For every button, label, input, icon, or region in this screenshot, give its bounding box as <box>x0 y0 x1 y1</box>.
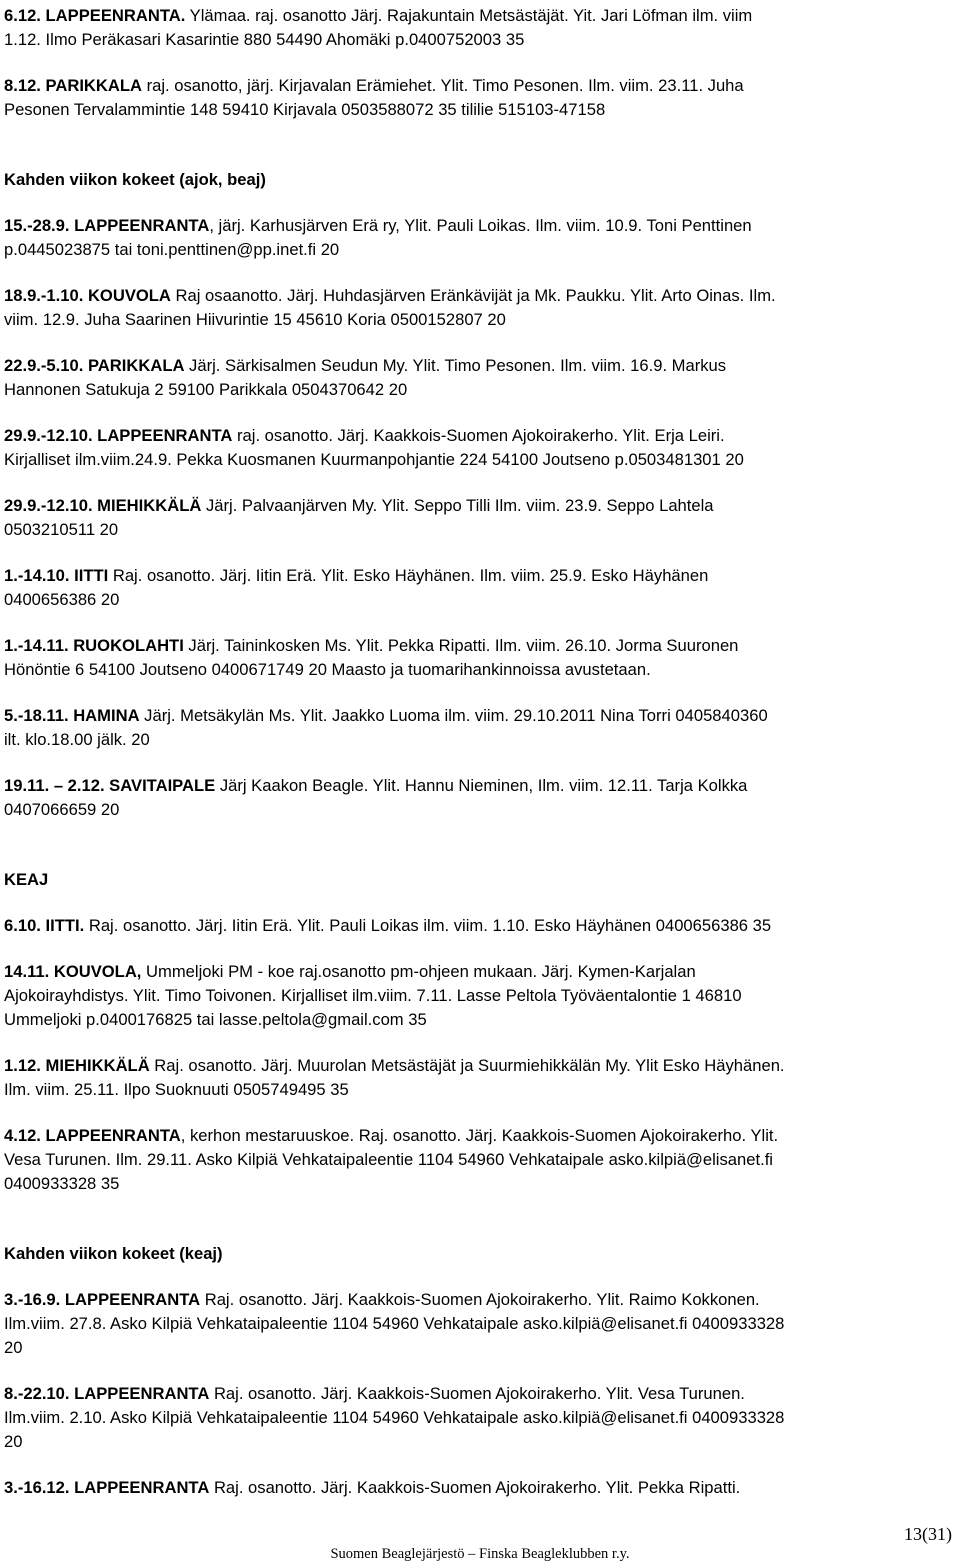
event-entry <box>4 564 954 612</box>
event-details: Ummeljoki p.0400176825 tai lasse.peltola@gmail.com 35 <box>4 1010 427 1029</box>
section-heading-keaj: KEAJ <box>4 870 49 889</box>
entry-line <box>4 1336 954 1360</box>
entry-line <box>4 354 954 378</box>
event-date-location: 15.-28.9. LAPPEENRANTA <box>4 216 210 235</box>
event-date-location: 14.11. KOUVOLA, <box>4 962 142 981</box>
event-details: Järj. Palvaanjärven My. Ylit. Seppo Tilli Ilm. viim. 23.9. Seppo Lahtela <box>201 496 714 515</box>
event-entry <box>4 1288 954 1360</box>
event-details: viim. 12.9. Juha Saarinen Hiivurintie 15 45610 Koria 0500152807 20 <box>4 310 506 329</box>
event-entry <box>4 774 954 822</box>
event-date-location: 4.12. LAPPEENRANTA <box>4 1126 181 1145</box>
entry-line <box>4 74 954 98</box>
event-details: 0407066659 20 <box>4 800 120 819</box>
event-details: Järj. Metsäkylän Ms. Ylit. Jaakko Luoma ilm. viim. 29.10.2011 Nina Torri 0405840360 <box>139 706 768 725</box>
entry-line <box>4 98 954 122</box>
entries-top <box>4 4 954 122</box>
entry-line <box>4 1078 954 1102</box>
event-entry <box>4 74 954 122</box>
entry-line <box>4 564 954 588</box>
entry-line <box>4 284 954 308</box>
event-details: Raj. osanotto. Järj. Kaakkois-Suomen Ajokoirakerho. Ylit. Pekka Ripatti. <box>209 1478 741 1497</box>
entry-line <box>4 424 954 448</box>
event-details: Vesa Turunen. Ilm. 29.11. Asko Kilpiä Vehkataipaleentie 1104 54960 Vehkataipale asko.kilpiä@elisanet.fi <box>4 1150 773 1169</box>
event-entry <box>4 914 954 938</box>
entry-line <box>4 704 954 728</box>
entry-line <box>4 518 954 542</box>
entry-line <box>4 494 954 518</box>
event-date-location: 3.-16.12. LAPPEENRANTA <box>4 1478 210 1497</box>
event-details: , kerhon mestaruuskoe. Raj. osanotto. Järj. Kaakkois-Suomen Ajokoirakerho. Ylit. <box>180 1126 779 1145</box>
entries-section3 <box>4 1288 954 1500</box>
event-date-location: 19.11. – 2.12. SAVITAIPALE <box>4 776 216 795</box>
entry-line <box>4 984 954 1008</box>
entry-line <box>4 1288 954 1312</box>
entry-line <box>4 728 954 752</box>
event-details: 0503210511 20 <box>4 520 119 539</box>
page-footer: Suomen Beaglejärjestö – Finska Beagleklubben r.y. <box>330 1546 630 1562</box>
event-entry <box>4 704 954 752</box>
event-date-location: 3.-16.9. LAPPEENRANTA <box>4 1290 201 1309</box>
event-details: Hönöntie 6 54100 Joutseno 0400671749 20 Maasto ja tuomarihankinnoissa avustetaan. <box>4 660 651 679</box>
event-details: raj. osanotto. Järj. Kaakkois-Suomen Ajokoirakerho. Ylit. Erja Leiri. <box>232 426 725 445</box>
event-date-location: 29.9.-12.10. LAPPEENRANTA <box>4 426 233 445</box>
event-entry <box>4 1476 954 1500</box>
event-date-location: 8.-22.10. LAPPEENRANTA <box>4 1384 210 1403</box>
event-date-location: 1.-14.10. IITTI <box>4 566 109 585</box>
section-heading-ajok-beaj: Kahden viikon kokeet (ajok, beaj) <box>4 170 266 189</box>
entries-section2 <box>4 914 954 1196</box>
event-details: raj. osanotto, järj. Kirjavalan Erämiehet. Ylit. Timo Pesonen. Ilm. viim. 23.11. Juha <box>142 76 744 95</box>
event-entry <box>4 634 954 682</box>
event-date-location: 18.9.-1.10. KOUVOLA <box>4 286 171 305</box>
entry-line <box>4 1124 954 1148</box>
event-details: Raj osaanotto. Järj. Huhdasjärven Eränkävijät ja Mk. Paukku. Ylit. Arto Oinas. Ilm. <box>170 286 776 305</box>
event-details: p.0445023875 tai toni.penttinen@pp.inet.fi 20 <box>4 240 340 259</box>
event-details: Kirjalliset ilm.viim.24.9. Pekka Kuosmanen Kuurmanpohjantie 224 54100 Joutseno p.0503481301 20 <box>4 450 744 469</box>
event-date-location: 8.12. PARIKKALA <box>4 76 142 95</box>
event-details: Raj. osanotto. Järj. Muurolan Metsästäjät ja Suurmiehikkälän My. Ylit Esko Häyhänen. <box>149 1056 785 1075</box>
entry-line <box>4 1148 954 1172</box>
event-details: Pesonen Tervalammintie 148 59410 Kirjavala 0503588072 35 tililie 515103-47158 <box>4 100 606 119</box>
event-details: Ilm.viim. 27.8. Asko Kilpiä Vehkataipaleentie 1104 54960 Vehkataipale asko.kilpiä@elisanet.fi 0400933328 <box>4 1314 785 1333</box>
event-entry <box>4 494 954 542</box>
event-date-location: 5.-18.11. HAMINA <box>4 706 140 725</box>
event-details: Ajokoirayhdistys. Ylit. Timo Toivonen. Kirjalliset ilm.viim. 7.11. Lasse Peltola Työväentalontie 1 46810 <box>4 986 742 1005</box>
event-details: 0400933328 35 <box>4 1174 120 1193</box>
document-page <box>4 4 954 1500</box>
event-details: ilt. klo.18.00 jälk. 20 <box>4 730 150 749</box>
event-entry <box>4 960 954 1032</box>
entry-line <box>4 914 954 938</box>
section-heading-keaj-two-week: Kahden viikon kokeet (keaj) <box>4 1244 223 1263</box>
event-details: 0400656386 20 <box>4 590 120 609</box>
entry-line <box>4 4 954 28</box>
entry-line <box>4 1054 954 1078</box>
event-date-location: 29.9.-12.10. MIEHIKKÄLÄ <box>4 496 202 515</box>
event-entry <box>4 284 954 332</box>
event-entry <box>4 424 954 472</box>
event-details: 20 <box>4 1338 23 1357</box>
entry-line <box>4 28 954 52</box>
entry-line <box>4 634 954 658</box>
event-entry <box>4 214 954 262</box>
event-date-location: 1.-14.11. RUOKOLAHTI <box>4 636 184 655</box>
entry-line <box>4 1406 954 1430</box>
event-entry <box>4 354 954 402</box>
event-details: Ylämaa. raj. osanotto Järj. Rajakuntain Metsästäjät. Yit. Jari Löfman ilm. viim <box>185 6 753 25</box>
event-details: 1.12. Ilmo Peräkasari Kasarintie 880 54490 Ahomäki p.0400752003 35 <box>4 30 525 49</box>
entry-line <box>4 960 954 984</box>
entry-line <box>4 1430 954 1454</box>
entry-line <box>4 214 954 238</box>
event-details: Raj. osanotto. Järj. Iitin Erä. Ylit. Esko Häyhänen. Ilm. viim. 25.9. Esko Häyhänen <box>108 566 709 585</box>
event-date-location: 22.9.-5.10. PARIKKALA <box>4 356 185 375</box>
event-date-location: 6.12. LAPPEENRANTA. <box>4 6 186 25</box>
entry-line <box>4 1476 954 1500</box>
event-entry <box>4 4 954 52</box>
event-date-location: 1.12. MIEHIKKÄLÄ <box>4 1056 150 1075</box>
event-entry <box>4 1054 954 1102</box>
event-entry <box>4 1382 954 1454</box>
event-details: Järj Kaakon Beagle. Ylit. Hannu Nieminen, Ilm. viim. 12.11. Tarja Kolkka <box>215 776 748 795</box>
event-details: Järj. Särkisalmen Seudun My. Ylit. Timo Pesonen. Ilm. viim. 16.9. Markus <box>184 356 727 375</box>
entries-section1 <box>4 214 954 822</box>
entry-line <box>4 1008 954 1032</box>
entry-line <box>4 1312 954 1336</box>
entry-line <box>4 658 954 682</box>
event-details: Ilm. viim. 25.11. Ilpo Suoknuuti 0505749495 35 <box>4 1080 349 1099</box>
event-details: , järj. Karhusjärven Erä ry, Ylit. Pauli Loikas. Ilm. viim. 10.9. Toni Penttinen <box>209 216 752 235</box>
entry-line <box>4 798 954 822</box>
event-date-location: 6.10. IITTI. <box>4 916 85 935</box>
entry-line <box>4 1382 954 1406</box>
entry-line <box>4 1172 954 1196</box>
event-details: Ummeljoki PM - koe raj.osanotto pm-ohjeen mukaan. Järj. Kymen-Karjalan <box>141 962 696 981</box>
event-entry <box>4 1124 954 1196</box>
event-details: Raj. osanotto. Järj. Kaakkois-Suomen Ajokoirakerho. Ylit. Raimo Kokkonen. <box>200 1290 760 1309</box>
entry-line <box>4 308 954 332</box>
entry-line <box>4 448 954 472</box>
event-details: Raj. osanotto. Järj. Iitin Erä. Ylit. Pauli Loikas ilm. viim. 1.10. Esko Häyhänen 0400656386 35 <box>84 916 772 935</box>
entry-line <box>4 378 954 402</box>
entry-line <box>4 588 954 612</box>
event-details: Hannonen Satukuja 2 59100 Parikkala 0504370642 20 <box>4 380 408 399</box>
event-details: Raj. osanotto. Järj. Kaakkois-Suomen Ajokoirakerho. Ylit. Vesa Turunen. <box>209 1384 745 1403</box>
entry-line <box>4 238 954 262</box>
page-number: 13(31) <box>904 1524 952 1544</box>
event-details: 20 <box>4 1432 23 1451</box>
event-details: Järj. Taininkosken Ms. Ylit. Pekka Ripatti. Ilm. viim. 26.10. Jorma Suuronen <box>183 636 739 655</box>
event-details: Ilm.viim. 2.10. Asko Kilpiä Vehkataipaleentie 1104 54960 Vehkataipale asko.kilpiä@elisanet.fi 0400933328 <box>4 1408 785 1427</box>
entry-line <box>4 774 954 798</box>
